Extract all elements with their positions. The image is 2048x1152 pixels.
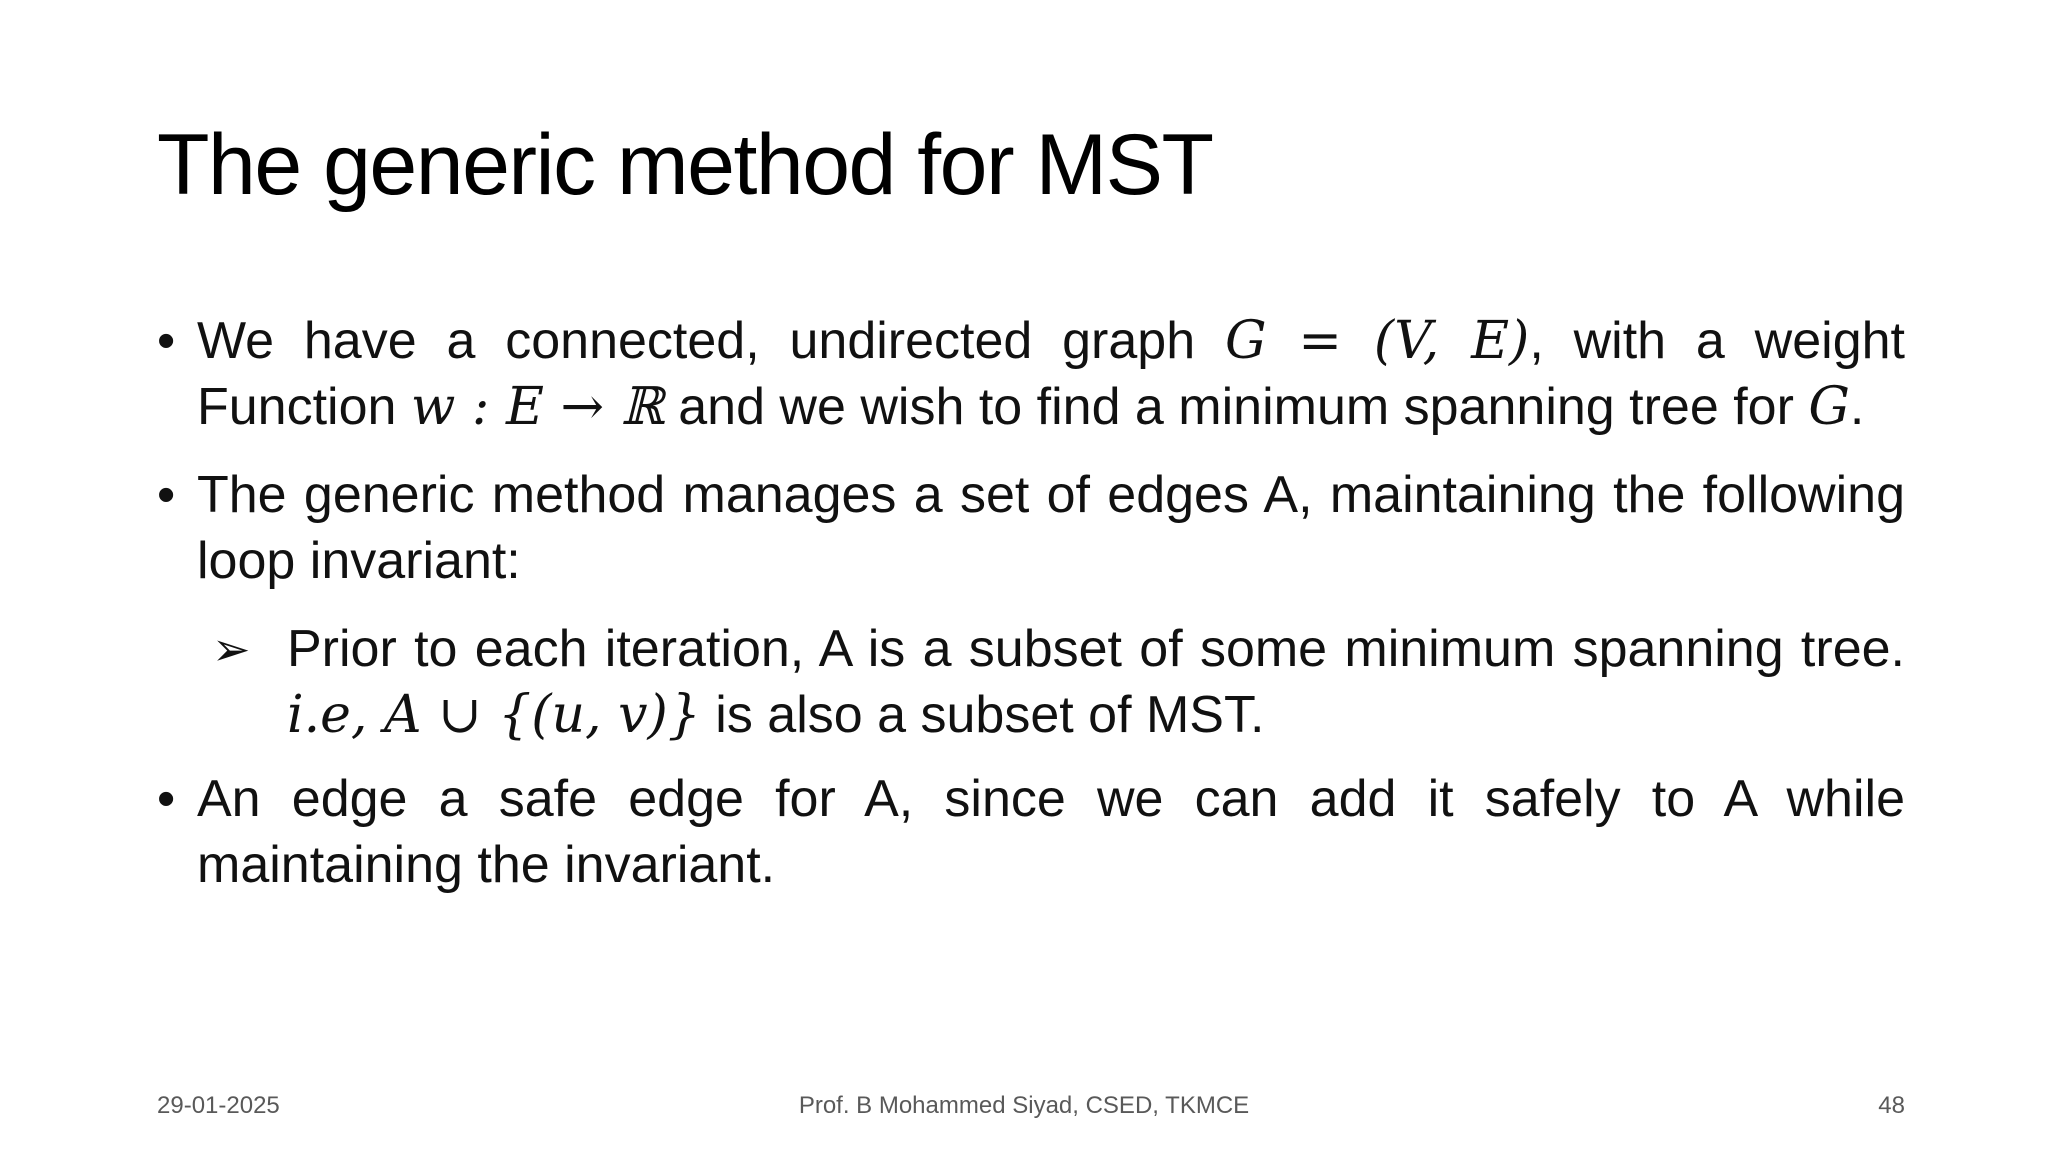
bullet-text: We have a connected, undirected graph <box>197 312 1225 370</box>
footer-date: 29-01-2025 <box>157 1092 280 1119</box>
math-graph: G = (V, E) <box>1224 311 1530 371</box>
bullet-text: An edge a safe edge for A, since we can add it safely to A while maintaining the invariant. <box>197 770 1905 894</box>
bullet-1 <box>157 308 1905 440</box>
bullet-text: The generic method manages a set of edges A, maintaining the following loop invariant: <box>197 466 1905 590</box>
bullet-text: , with a weight Function <box>197 312 1905 436</box>
bullet-dot: • <box>157 770 176 828</box>
math-union: i.e, A ∪ {(u, v)} <box>287 685 701 745</box>
bullet-text: and we wish to find a minimum spanning tree for <box>663 378 1809 436</box>
bullet-2 <box>157 462 1905 594</box>
sub-bullet-text: is also a subset of MST. <box>700 686 1265 744</box>
bullet-text: . <box>1849 378 1865 436</box>
slide-body <box>157 308 1905 920</box>
bullet-dot: • <box>157 466 176 524</box>
math-weight-function: w : E → ℝ <box>410 377 664 437</box>
slide-title: The generic method for MST <box>157 117 1213 213</box>
footer-author: Prof. B Mohammed Siyad, CSED, TKMCE <box>798 1092 1250 1119</box>
bullet-dot: • <box>157 312 176 370</box>
sub-bullet <box>157 616 1905 748</box>
sub-bullet-text: Prior to each iteration, A is a subset of some minimum spanning tree. <box>287 620 1905 678</box>
arrow-bullet-icon: ➢ <box>212 623 251 675</box>
footer-page-number: 48 <box>1878 1092 1905 1119</box>
bullet-3 <box>157 766 1905 898</box>
math-g: G <box>1808 377 1850 437</box>
